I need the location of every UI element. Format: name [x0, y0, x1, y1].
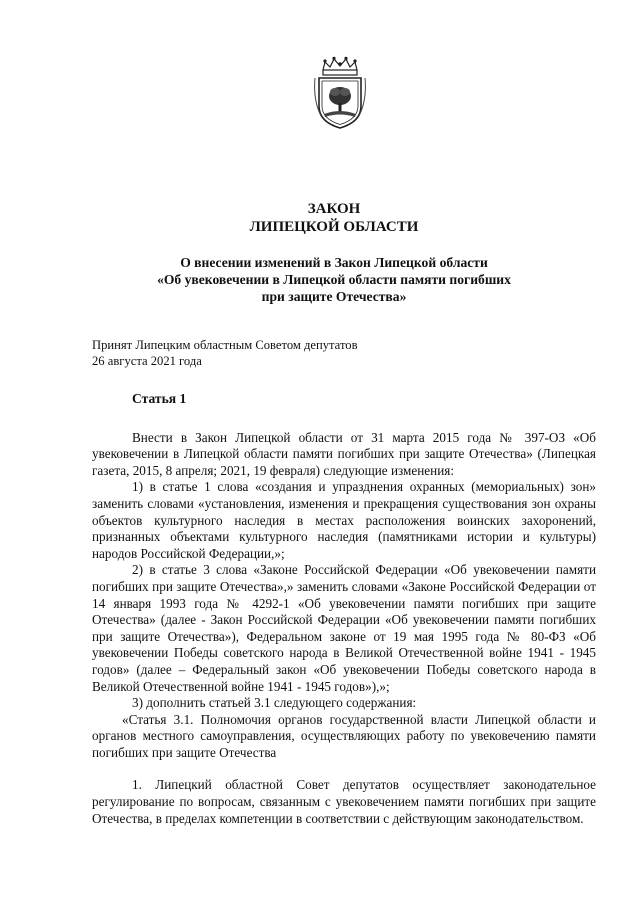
- law-subtitle-line-1: О внесении изменений в Закон Липецкой области: [180, 255, 488, 270]
- law-title-line-1: ЗАКОН: [307, 201, 361, 217]
- law-subtitle-line-2: «Об увековечении в Липецкой области памяти погибших: [157, 272, 511, 287]
- paragraph-item-3: 3) дополнить статьей 3.1 следующего содержания:: [132, 695, 417, 711]
- adoption-date: 26 августа 2021 года: [92, 353, 202, 368]
- paragraph-item-1: 1) в статье 1 слова «создания и упразднения охранных (мемориальных) зон» заменить словами «установления, изменения и прекращения существования зон охраны объектов культурного наследия в местах расположения воинских захоронений, признанных объектами культурного наследия (памятниками истории и культуры) народов Российской Федерации,»;: [92, 479, 596, 561]
- law-title: [92, 200, 576, 236]
- paragraph-item-2: 2) в статье 3 слова «Законе Российской Федерации «Об увековечении памяти погибших при защите Отечества»,» заменить словами «Законе Российской Федерации от 14 января 1993 года № 4292-1 «Об увековечении памяти погибших при защите Отечества» (далее - Закон Российской Федерации «Об увековечении памяти погибших при защите Отечества»), Федеральном законе от 19 мая 1995 года № 80-ФЗ «Об увековечении Победы советского народа в Великой Отечественной войне 1941 - 1945 годов» (далее – Федеральный закон «Об увековечении Победы советского народа в Великой Отечественной войне 1941 - 1945 годов»),»;: [92, 562, 596, 694]
- paragraph-article-3-1-heading: «Статья 3.1. Полномочия органов государственной власти Липецкой области и органов местного самоуправления, осуществляющих работу по увековечению памяти погибших при защите Отечества: [92, 711, 596, 760]
- paragraph-article-3-1-point-1: 1. Липецкий областной Совет депутатов осуществляет законодательное регулирование по вопросам, связанным с увековечением памяти погибших при защите Отечества, в пределах компетенции в соответствии с действующим законодательством.: [92, 777, 596, 826]
- coat-of-arms-icon: [311, 56, 369, 130]
- law-subtitle-line-3: при защите Отечества»: [261, 289, 407, 304]
- law-subtitle: [92, 254, 576, 305]
- article-title: Статья 1: [132, 391, 187, 406]
- law-title-line-2: ЛИПЕЦКОЙ ОБЛАСТИ: [249, 219, 419, 235]
- paragraph-intro: Внести в Закон Липецкой области от 31 марта 2015 года № 397-ОЗ «Об увековечении в Липецкой области памяти погибших при защите Отечества» (Липецкая газета, 2015, 8 апреля; 2021, 19 февраля) следующие изменения:: [92, 429, 596, 478]
- adoption-body: Принят Липецким областным Советом депутатов: [92, 338, 358, 352]
- adoption-note: [92, 338, 596, 369]
